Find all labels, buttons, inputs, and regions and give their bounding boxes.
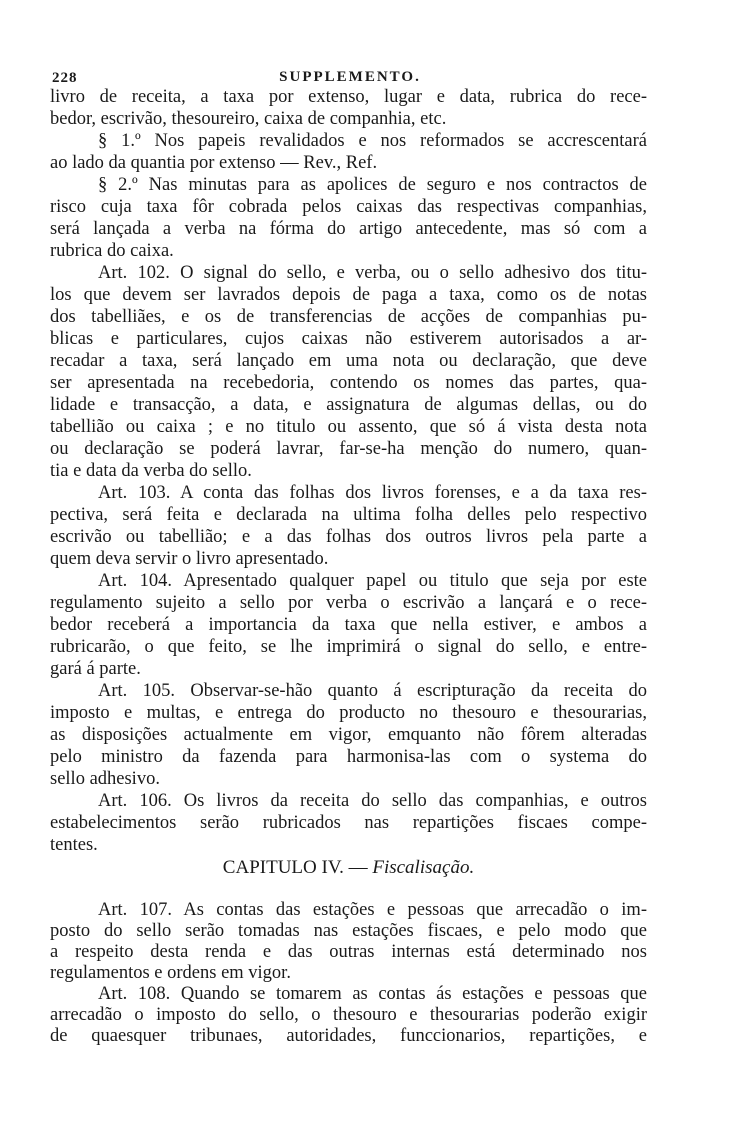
paragraph: [50, 680, 647, 790]
text-line: bedor receberá a importancia da taxa que nella estiver, e ambos a: [50, 615, 647, 635]
text-line: Art. 106. Os livros da receita do sello das companhias, e outros: [98, 791, 647, 811]
text-line: tia e data da verba do sello.: [50, 461, 252, 481]
text-line: Art. 104. Apresentado qualquer papel ou titulo que seja por este: [98, 571, 647, 591]
text-line: gará á parte.: [50, 659, 141, 679]
text-line: será lançada a verba na fórma do artigo antecedente, mas só com a: [50, 219, 647, 239]
body-text-section-1: [50, 86, 647, 856]
text-line: Art. 102. O signal do sello, e verba, ou o sello adhesivo dos titu-: [98, 263, 647, 283]
text-line: as disposições actualmente em vigor, emquanto não fôrem alteradas: [50, 725, 647, 745]
chapter-title: CAPITULO IV. —: [222, 857, 368, 878]
paragraph: [50, 570, 647, 680]
paragraph: [50, 174, 647, 262]
text-line: § 1.º Nos papeis revalidados e nos reformados se accrescentará: [98, 131, 647, 151]
text-line: escrivão ou tabellião; e a das folhas dos outros livros pela parte a: [50, 527, 647, 547]
paragraph: [50, 984, 647, 1047]
text-line: de quaesquer tribunaes, autoridades, funccionarios, repartições, e: [50, 1026, 647, 1046]
chapter-subtitle: Fiscalisação.: [372, 857, 475, 878]
text-line: regulamentos e ordens em vigor.: [50, 963, 291, 983]
text-line: livro de receita, a taxa por extenso, lugar e data, rubrica do rece-: [50, 87, 647, 107]
paragraph: [50, 482, 647, 570]
text-line: pectiva, será feita e declarada na ultima folha delles pelo respectivo: [50, 505, 647, 525]
body-text-section-2: [50, 900, 647, 1047]
text-line: arrecadão o imposto do sello, o thesouro e thesourarias poderão exigir: [50, 1005, 647, 1025]
text-line: ou declaração se poderá lavrar, far-se-ha menção do numero, quan-: [50, 439, 647, 459]
text-line: quem deva servir o livro apresentado.: [50, 549, 329, 569]
paragraph: [50, 900, 647, 984]
text-line: Art. 105. Observar-se-hão quanto á escripturação da receita do: [98, 681, 647, 701]
text-line: recadar a taxa, será lançado em uma nota ou declaração, que deve: [50, 351, 647, 371]
text-line: sello adhesivo.: [50, 769, 160, 789]
text-line: Art. 103. A conta das folhas dos livros forenses, e a da taxa res-: [98, 483, 647, 503]
text-line: tentes.: [50, 835, 98, 855]
text-line: dos tabelliães, e os de transferencias de acções de companhias pu-: [50, 307, 647, 327]
text-line: Art. 107. As contas das estações e pessoas que arrecadão o im-: [98, 900, 647, 920]
text-line: § 2.º Nas minutas para as apolices de seguro e nos contractos de: [98, 175, 647, 195]
text-line: posto do sello serão tomadas nas estações fiscaes, e pelo modo que: [50, 921, 647, 941]
text-line: ao lado da quantia por extenso — Rev., Ref.: [50, 153, 378, 173]
chapter-heading: [50, 857, 647, 879]
text-line: los que devem ser lavrados depois de paga a taxa, como os de notas: [50, 285, 647, 305]
running-title: SUPPLEMENTO.: [279, 69, 421, 85]
text-line: Art. 108. Quando se tomarem as contas ás estações e pessoas que: [98, 984, 647, 1004]
text-line: rubrica do caixa.: [50, 241, 174, 261]
text-line: lidade e transacção, a data, e assignatura de algumas dellas, ou do: [50, 395, 647, 415]
paragraph: [50, 790, 647, 856]
paragraph: [50, 130, 647, 174]
text-line: blicas e particulares, cujos caixas não estiverem autorisados a ar-: [50, 329, 647, 349]
text-line: pelo ministro da fazenda para harmonisa-las com o systema do: [50, 747, 647, 767]
text-line: tabellião ou caixa ; e no titulo ou assento, que só á vista desta nota: [50, 417, 647, 437]
page-number: 228: [52, 70, 78, 86]
text-line: a respeito desta renda e das outras internas está determinado nos: [50, 942, 647, 962]
text-line: regulamento sujeito a sello por verba o escrivão a lançará e o rece-: [50, 593, 647, 613]
paragraph: [50, 262, 647, 482]
text-line: bedor, escrivão, thesoureiro, caixa de companhia, etc.: [50, 109, 447, 129]
text-line: estabelecimentos serão rubricados nas repartições fiscaes compe-: [50, 813, 647, 833]
text-line: ser apresentada na recebedoria, contendo os nomes das partes, qua-: [50, 373, 647, 393]
text-line: imposto e multas, e entrega do producto no thesouro e thesourarias,: [50, 703, 647, 723]
paragraph: [50, 86, 647, 130]
text-line: risco cuja taxa fôr cobrada pelos caixas das respectivas companhias,: [50, 197, 647, 217]
text-line: rubricarão, o que feito, se lhe imprimirá o signal do sello, e entre-: [50, 637, 647, 657]
